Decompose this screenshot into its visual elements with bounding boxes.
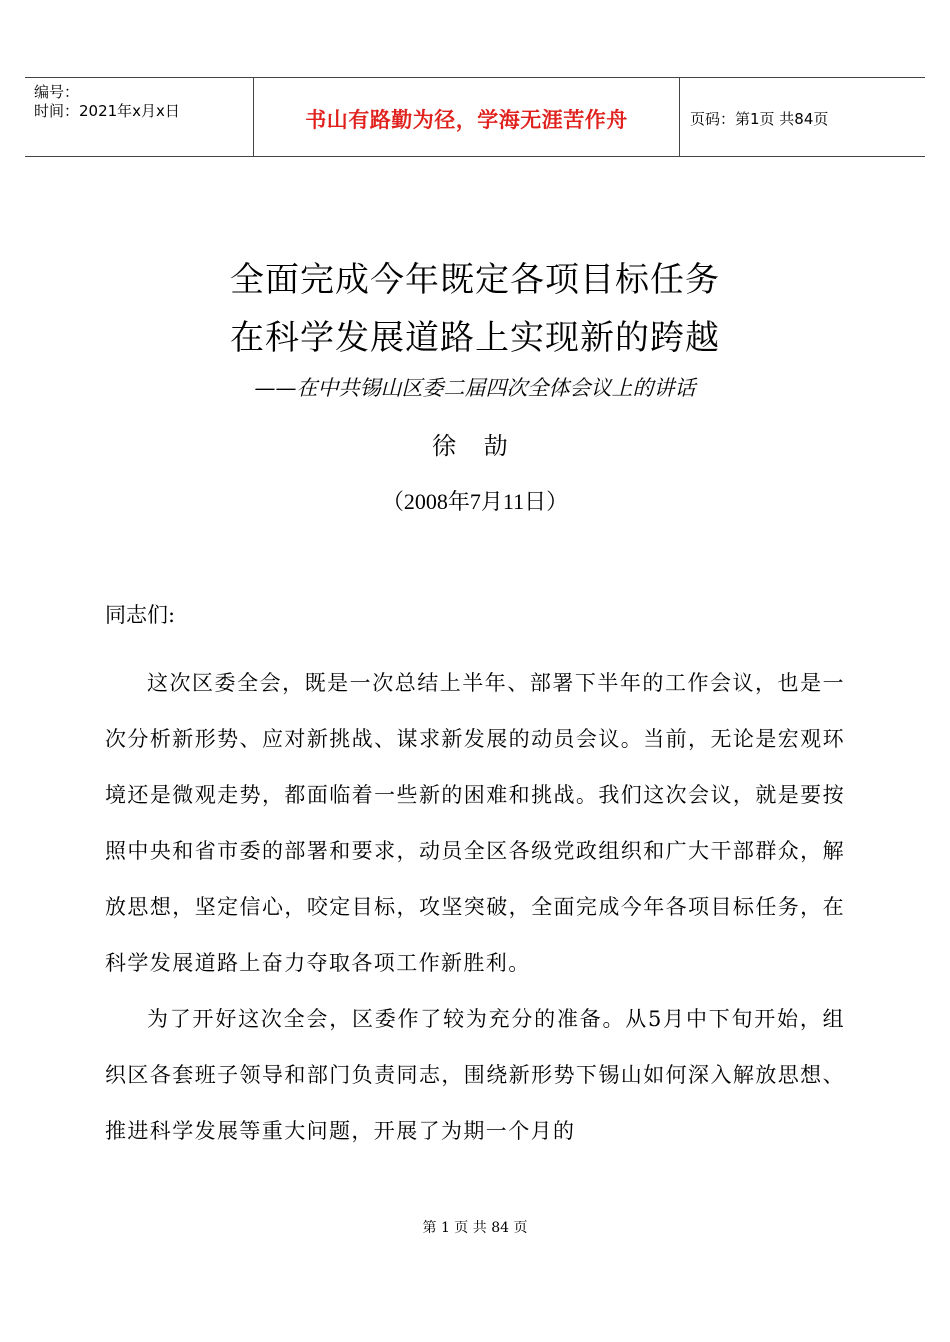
time-label: 时间：2021年x月x日 <box>34 102 180 120</box>
paragraph-2: 为了开好这次全会，区委作了较为充分的准备。从5月中下旬开始，组织区各套班子领导和部门负责同志，围绕新形势下锡山如何深入解放思想、推进科学发展等重大问题，开展了为期一个月的 <box>105 1007 845 1143</box>
speech-date: （2008年7月11日） <box>381 489 569 514</box>
author: 徐 劼 <box>432 432 518 460</box>
header-motto-cell <box>254 78 680 156</box>
document-body <box>105 597 845 1159</box>
greeting: 同志们: <box>105 603 176 627</box>
serial-label: 编号： <box>34 83 80 101</box>
paragraph-1: 这次区委全会，既是一次总结上半年、部署下半年的工作会议，也是一次分析新形势、应对新挑战、谋求新发展的动员会议。当前，无论是宏观环境还是微观走势，都面临着一些新的困难和挑战。我们这次会议，就是要按照中央和省市委的部署和要求，动员全区各级党政组织和广大干部群众，解放思想，坚定信心，咬定目标，攻坚突破，全面完成今年各项目标任务，在科学发展道路上奋力夺取各项工作新胜利。 <box>105 671 845 975</box>
motto: 书山有路勤为径，学海无涯苦作舟 <box>305 108 628 132</box>
page-footer: 第 1 页 共 84 页 <box>422 1220 528 1236</box>
title-line-2: 在科学发展道路上实现新的跨越 <box>230 318 720 358</box>
header-info-cell <box>25 78 254 156</box>
title-line-1: 全面完成今年既定各项目标任务 <box>230 260 720 300</box>
page-header <box>25 77 925 157</box>
header-page-label: 页码：第1页 共84页 <box>690 110 829 128</box>
header-page-cell <box>680 78 925 156</box>
subtitle: ——在中共锡山区委二届四次全体会议上的讲话 <box>254 376 696 400</box>
